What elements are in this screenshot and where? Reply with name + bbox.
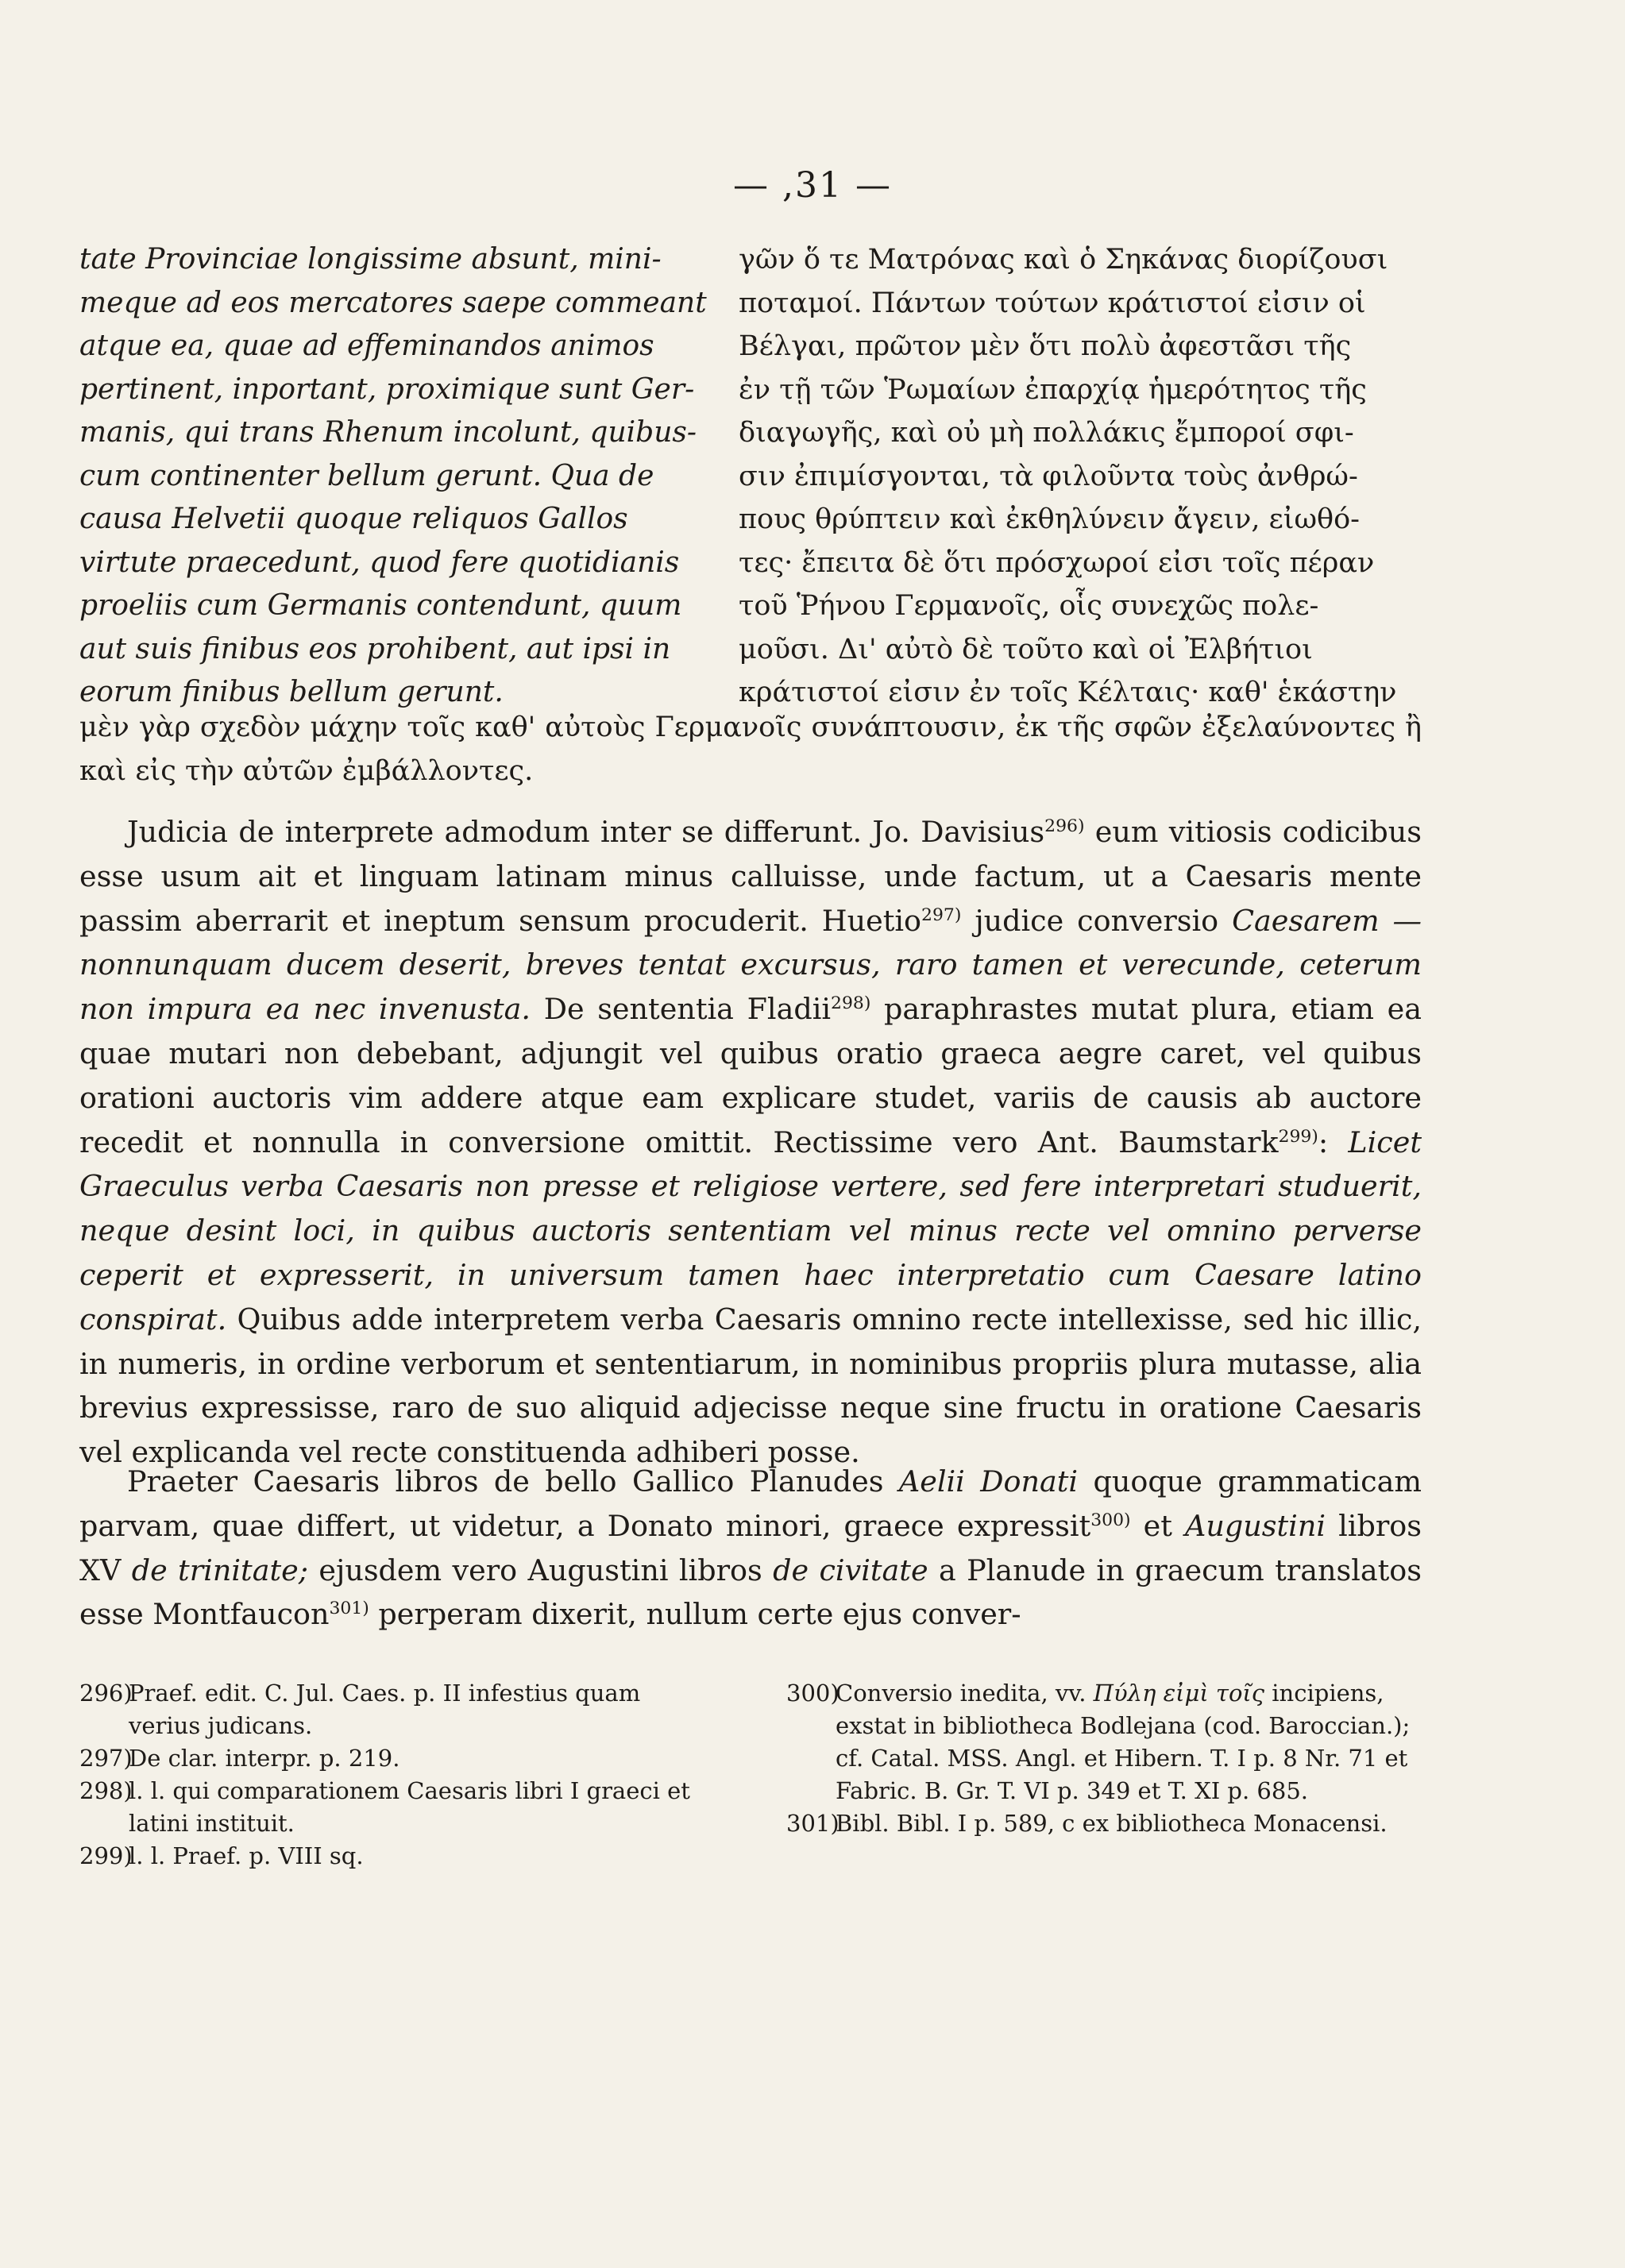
latin-line: cum continenter bellum gerunt. Qua de xyxy=(79,459,654,492)
paragraph-planudes-works xyxy=(79,1460,1422,1637)
footnote-number: 301) xyxy=(786,1810,840,1837)
italic-title: Augustini xyxy=(1185,1508,1326,1543)
footnote xyxy=(79,1775,715,1840)
italic-title: Aelii Donati xyxy=(898,1464,1079,1498)
latin-line: proeliis cum Germanis contendunt, quum xyxy=(79,589,682,622)
text-run: eum vitiosis codicibus esse usum ait et linguam latinam minus calluisse, unde factum, ut a Caesaris mente passim aberrarit et ineptum sensum procuderit. Huetio xyxy=(79,815,1422,938)
greek-line: διαγωγῆς, καὶ οὐ μὴ πολλάκις ἔμποροί σφι- xyxy=(739,417,1354,449)
text-run: et xyxy=(1130,1508,1186,1543)
footnote-number: 300) xyxy=(786,1680,840,1707)
text-run: judice conversio xyxy=(961,903,1233,938)
latin-line: aut suis finibus eos prohibent, aut ipsi in xyxy=(79,632,671,665)
footnote xyxy=(79,1840,715,1873)
latin-line: causa Helvetii quoque reliquos Gallos xyxy=(79,503,628,535)
footnote xyxy=(79,1677,715,1742)
footnote-number: 296) xyxy=(79,1680,133,1707)
text-run: libros XV xyxy=(79,1508,1422,1587)
footnotes-right xyxy=(786,1677,1422,1873)
text-run: Quibus adde interpretem verba Caesaris omnino recte intellexisse, sed hic illic, in numeris, in ordine verborum et sententiarum, in nominibus propriis plura mutasse, alia brevius expressisse, raro de suo aliquid adjecisse neque sine fructu in oratione Caesaris vel explicanda vel recte constituenda adhiberi posse. xyxy=(79,1302,1422,1470)
footnote-text: Bibl. Bibl. I p. 589, c ex bibliotheca Monacensi. xyxy=(836,1810,1388,1837)
greek-continuation: μὲν γὰρ σχεδὸν μάχην τοῖς καθ' αὐτοὺς Γερμανοῖς συνάπτουσιν, ἐκ τῆς σφῶν ἐξελαύνοντες ἢ καὶ εἰς τὴν αὐτῶν ἐμβάλλοντες. xyxy=(79,712,1422,787)
footnote xyxy=(786,1677,1422,1807)
greek-line: μοῦσι. Δι' αὐτὸ δὲ τοῦτο καὶ οἱ Ἐλβήτιοι xyxy=(739,633,1313,665)
text-run: perperam dixerit, nullum certe ejus conver- xyxy=(369,1597,1021,1632)
latin-line: pertinent, inportant, proximique sunt Ger- xyxy=(79,372,695,406)
text-run: paraphrastes mutat plura, etiam ea quae mutari non debebant, adjungit vel quibus oratio graeca aegre caret, vel quibus orationi auctoris vim addere atque eam explicare studet, variis de causis ab auctore recedit et nonnulla in conversione omittit. Rectissime vero Ant. Baumstark xyxy=(79,992,1422,1159)
footnote-ref[interactable]: 300) xyxy=(1090,1510,1131,1530)
footnote-ref[interactable]: 297) xyxy=(921,904,962,925)
footnote-greek-incipit: Πύλη εἰμὶ τοῖς xyxy=(1093,1680,1265,1707)
greek-line: γῶν ὅ τε Ματρόνας καὶ ὁ Σηκάνας διορίζουσι xyxy=(739,244,1388,276)
greek-line: τες· ἔπειτα δὲ ὅτι πρόσχωροί εἰσι τοῖς πέραν xyxy=(739,546,1375,579)
greek-line: σιν ἐπιμίσγονται, τὰ φιλοῦντα τοὺς ἀνθρώ- xyxy=(739,460,1358,492)
italic-title: de civitate xyxy=(773,1552,928,1587)
latin-line: meque ad eos mercatores saepe commeant xyxy=(79,286,707,319)
footnotes xyxy=(79,1677,1422,1873)
greek-line: πους θρύπτειν καὶ ἐκθηλύνειν ἄγειν, εἰωθό- xyxy=(739,503,1360,535)
quotation: Caesarem — nonnunquam ducem deserit, breves tentat excursus, raro tamen et verecunde, ceterum non impura ea nec invenusta. xyxy=(79,903,1422,1027)
latin-line: tate Provinciae longissime absunt, mini- xyxy=(79,243,662,276)
text-run: quoque grammaticam parvam, quae differt, ut videtur, a Donato minori, graece expressit xyxy=(79,1464,1422,1543)
text-run: ejusdem vero Augustini libros xyxy=(308,1552,774,1587)
footnote-ref[interactable]: 298) xyxy=(831,993,871,1014)
footnote-text: Praef. edit. C. Jul. Caes. p. II infestius quam verius judicans. xyxy=(129,1680,641,1739)
text-run: Judicia de interprete admodum inter se differunt. Jo. Davisius xyxy=(127,815,1045,849)
text-run: De sententia Fladii xyxy=(531,992,832,1027)
footnote-number: 298) xyxy=(79,1777,133,1804)
greek-line: τοῦ Ῥήνου Γερμανοῖς, οἷς συνεχῶς πολε- xyxy=(739,590,1319,622)
footnote-number: 297) xyxy=(79,1745,133,1772)
text-run: a Planude in graecum translatos esse Montfaucon xyxy=(79,1552,1422,1632)
page-number: — ,31 — xyxy=(733,165,892,206)
footnote-ref[interactable]: 301) xyxy=(329,1599,369,1619)
footnote xyxy=(79,1742,715,1775)
footnote-text: l. l. Praef. p. VIII sq. xyxy=(129,1842,364,1869)
footnote xyxy=(786,1807,1422,1840)
footnote-ref[interactable]: 299) xyxy=(1278,1126,1318,1147)
footnote-text: De clar. interpr. p. 219. xyxy=(129,1745,400,1772)
greek-line: ἐν τῇ τῶν Ῥωμαίων ἐπαρχίᾳ ἡμερότητος τῆς xyxy=(739,373,1367,406)
footnote-number: 299) xyxy=(79,1842,133,1869)
latin-line: manis, qui trans Rhenum incolunt, quibus- xyxy=(79,416,697,449)
text-run: Praeter Caesaris libros de bello Gallico Planudes xyxy=(127,1464,899,1498)
parallel-text xyxy=(79,238,1422,715)
footnote-ref[interactable]: 296) xyxy=(1044,816,1085,836)
footnotes-left xyxy=(79,1677,715,1873)
greek-column xyxy=(739,238,1422,715)
footnote-text: l. l. qui comparationem Caesaris libri I graeci et latini instituit. xyxy=(129,1777,690,1837)
latin-line: atque ea, quae ad effeminandos animos xyxy=(79,330,654,362)
italic-title: de trinitate; xyxy=(131,1552,309,1587)
latin-column xyxy=(79,238,715,715)
greek-line: Βέλγαι, πρῶτον μὲν ὅτι πολὺ ἀφεστᾶσι τῆς xyxy=(739,330,1352,362)
footnote-text: Conversio inedita, vv. xyxy=(836,1680,1094,1707)
greek-line: ποταμοί. Πάντων τούτων κράτιστοί εἰσιν οἱ xyxy=(739,287,1366,319)
quotation: Licet Graeculus verba Caesaris non presse et religiose vertere, sed fere interpretari studuerit, neque desint loci, in quibus auctoris sententiam vel minus recte vel omnino perverse ceperit et expresserit, in universum tamen haec interpretatio cum Caesare latino conspirat. xyxy=(79,1124,1422,1336)
paragraph-interpreter-judgements xyxy=(79,810,1422,1475)
text-run: : xyxy=(1318,1124,1349,1159)
latin-line: eorum finibus bellum gerunt. xyxy=(79,676,504,708)
latin-line: virtute praecedunt, quod fere quotidianis xyxy=(79,546,680,579)
footnote-text: incipiens, exstat in bibliotheca Bodlejana (cod. Baroccian.); cf. Catal. MSS. Angl. et Hibern. T. I p. 8 Nr. 71 et Fabric. B. Gr. T. VI p. 349 et T. XI p. 685. xyxy=(836,1680,1411,1804)
greek-line: κράτιστοί εἰσιν ἐν τοῖς Κέλταις· καθ' ἑκάστην xyxy=(739,677,1397,708)
